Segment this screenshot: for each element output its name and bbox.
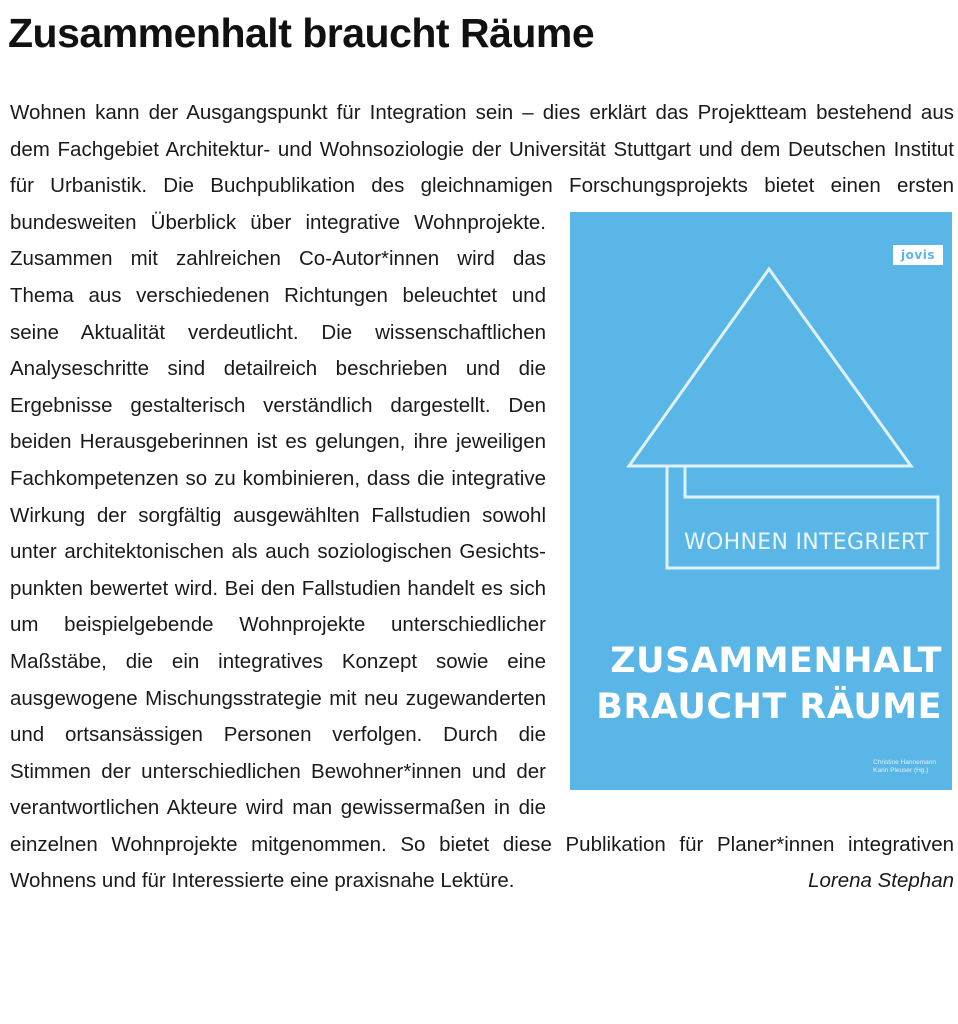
article-text-intro: Wohnen kann der Ausgangspunkt für Integration sein – dies erklärt das Projektteam bestehend aus dem Fachgebiet Architektur- und Wohnsoziologie der Universität Stuttgart und dem Deutschen Institut für Urbanistik. Die Buchpublikation des gleichnamigen Forschungsprojekts bietet einen ersten bundesweiten Überblick über integrative Wohnprojekte. (10, 101, 954, 234)
cover-subtitle: WOHNEN INTEGRIERT (684, 529, 929, 555)
article-title: Zusammenhalt braucht Räume (8, 10, 595, 56)
publisher-logo: jovis (893, 245, 943, 265)
cover-editor-1: Christine Hannemann (873, 758, 936, 766)
cover-editors (873, 759, 936, 775)
cover-title-line-1: ZUSAMMENHALT (610, 640, 942, 681)
book-cover (570, 212, 952, 790)
cover-title-line-2: BRAUCHT RÄUME (596, 686, 942, 727)
cover-title (596, 638, 942, 730)
cover-editor-2: Karin Pleuser (Hg.) (873, 766, 929, 774)
article-body (10, 95, 954, 900)
article-text-main: Zusammen mit zahlreichen Co-Autor*innen wird das Thema aus verschiedenen Richtungen beleuchtet und seine Aktualität verdeutlicht. Die wissenschaftlichen Analyseschritte sind detailreich beschrieben und die Ergebnisse gestalterisch verständlich dargestellt. Den beiden Herausgeberinnen ist es gelungen, ihre jeweiligen Fachkompetenzen so zu kombinieren, dass die integrative Wirkung der sorgfältig ausgewählten Fallstudien sowohl unter architektonischen als auch soziologischen Gesichtspunkten bewertet wird. Bei den Fallstudien handelt es sich um beispielgebende Wohnprojekte unterschiedlicher Maßstäbe, die ein integratives Konzept sowie eine ausgewogene Mischungsstrategie mit neu zugewanderten und ortsansässigen Personen verfolgen. Durch die Stimmen der unterschiedlichen Bewohner*innen und der verantwortlichen Akteure wird man gewissermaßen in die einzelnen Wohnprojekte mitgenommen. So bietet diese Publikation für Planer*innen integrativen Wohnens und für Interessierte eine praxisnahe Lektüre. (10, 247, 954, 893)
author-name: Lorena Stephan (808, 869, 954, 893)
